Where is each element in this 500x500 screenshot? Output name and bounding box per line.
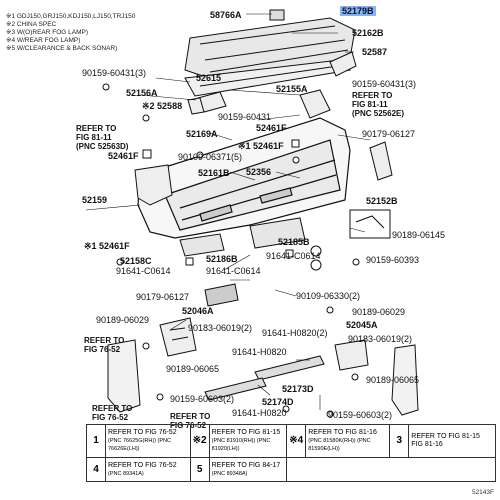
part-52046A[interactable]: 52046A <box>182 306 214 316</box>
legend-sub-3: (PNC 81580K(RH)) (PNC 81590E(LH)) <box>308 438 371 453</box>
part-52169A[interactable]: 52169A <box>186 129 218 139</box>
part-52159[interactable]: 52159 <box>82 195 108 205</box>
part-52162B[interactable]: 52162B <box>352 28 384 38</box>
part-91641-H0820-b[interactable]: 91641-H0820 <box>232 347 287 357</box>
part-90159-60393[interactable]: 90159-60393 <box>366 255 420 265</box>
part-52161B[interactable]: 52161B <box>198 168 230 178</box>
note-3: ※3 W(O)REAR FOG LAMP) <box>6 29 89 36</box>
legend-cell-5[interactable] <box>106 458 191 482</box>
part-90109-06371[interactable]: 90109-06371(5) <box>178 152 243 162</box>
part-52615[interactable]: 52615 <box>196 73 222 83</box>
part-52156A[interactable]: 52156A <box>126 88 158 98</box>
part-52158C[interactable]: 52158C <box>120 256 152 266</box>
legend-sub-6: (PNC 89348A) <box>211 470 248 477</box>
legend-num-5: 4 <box>87 458 106 482</box>
part-90159-60603-b[interactable]: 90159-60603(2) <box>328 410 393 420</box>
legend-title-1: REFER TO FIG 76-52 <box>108 429 177 437</box>
legend-cell-3[interactable] <box>306 425 390 458</box>
seal-strip-52173D <box>255 356 324 380</box>
legend-sub-1: (PNC 76625G(RH)) (PNC 76626E(LH)) <box>108 438 171 453</box>
reference-legend-table <box>86 424 496 482</box>
figure-code: 52143F <box>471 489 494 496</box>
part-52587[interactable]: 52587 <box>362 47 388 57</box>
part-90189-06029-b[interactable]: 90189-06029 <box>352 307 406 317</box>
ref-fig-81-11-b[interactable]: REFER TO FIG 81-11 (PNC 52563D) <box>76 124 129 151</box>
part-90183-06019-b[interactable]: 90183-06019(2) <box>348 334 413 344</box>
legend-cell-2[interactable] <box>209 425 287 458</box>
part-52173D[interactable]: 52173D <box>282 384 314 394</box>
part-90159-60431-b[interactable]: 90159-60431(3) <box>352 79 417 89</box>
note-1: ※1 GDJ150,GRJ150,KDJ150,LJ150,TRJ150 <box>6 13 136 20</box>
part-52461F-c[interactable]: 52461F <box>108 151 139 161</box>
part-52179B[interactable]: 52179B <box>342 6 374 16</box>
note-4: ※4 W/REAR FOG LAMP) <box>6 37 81 44</box>
part-52155A[interactable]: 52155A <box>276 84 308 94</box>
part-90189-06065-b[interactable]: 90189-06065 <box>366 375 420 385</box>
right-side-bracket <box>350 142 392 238</box>
part-91641-H0820-a[interactable]: 91641-H0820(2) <box>262 328 328 338</box>
legend-title-2: REFER TO FIG 81-15 <box>211 429 281 437</box>
part-52186B[interactable]: 52186B <box>206 254 238 264</box>
lower-bracket-right <box>335 340 368 370</box>
part-90159-60431-c[interactable]: 90159-60431 <box>218 112 272 122</box>
legend-cell-1[interactable] <box>106 425 191 458</box>
part-90189-06029-a[interactable]: 90189-06029 <box>96 315 150 325</box>
legend-title-5: REFER TO FIG 76-52 <box>108 461 177 469</box>
spec-notes <box>6 13 135 53</box>
ref-fig-76-52-a[interactable]: REFER TO FIG 76-52 <box>84 336 125 354</box>
part-58766A[interactable]: 58766A <box>210 10 242 20</box>
legend-title-3: REFER TO FIG 81-16 <box>308 429 377 437</box>
rear-reflector <box>205 284 238 306</box>
legend-cell-6[interactable] <box>209 458 287 482</box>
part-52185B[interactable]: 52185B <box>278 237 310 247</box>
ref-fig-76-52-b[interactable]: REFER TO FIG 76-52 <box>92 404 133 422</box>
part-91641-C0614-a[interactable]: 91641-C0614 <box>266 251 321 261</box>
legend-cell-4[interactable] <box>409 425 496 458</box>
part-90159-60431-a[interactable]: 90159-60431(3) <box>82 68 147 78</box>
legend-sub-5: (PNC 89341A) <box>108 470 144 477</box>
legend-num-6: 5 <box>190 458 209 482</box>
part-90109-06330[interactable]: 90109-06330(2) <box>296 291 361 301</box>
part-52174D[interactable]: 52174D <box>262 397 294 407</box>
part-90189-06065-a[interactable]: 90189-06065 <box>166 364 220 374</box>
part-52461F-d[interactable]: ※1 52461F <box>84 241 130 251</box>
legend-num-4: 3 <box>390 425 409 458</box>
part-90183-06019-a[interactable]: 90183-06019(2) <box>188 323 253 333</box>
legend-num-2: ※2 <box>190 425 209 458</box>
legend-title-4: REFER TO FIG 81-15 FIG 81-16 <box>411 433 480 449</box>
note-5: ※5 W/CLEARANCE & BACK SONAR) <box>6 45 118 52</box>
part-52461F-b[interactable]: ※1 52461F <box>238 141 284 151</box>
legend-sub-2: (PNC 81910(RH)) (PNC 81920(LH)) <box>211 438 271 453</box>
legend-num-1: 1 <box>87 425 106 458</box>
legend-empty-cell <box>287 458 496 482</box>
ref-fig-76-52-c[interactable]: REFER TO FIG 76-52 <box>170 412 211 430</box>
part-90189-06145[interactable]: 90189-06145 <box>392 230 446 240</box>
part-52461F-a[interactable]: 52461F <box>256 123 287 133</box>
part-52045A[interactable]: 52045A <box>346 320 378 330</box>
part-91641-C0614-c[interactable]: 91641-C0614 <box>206 266 261 276</box>
side-retainer-left <box>188 92 226 114</box>
part-90179-06127-b[interactable]: 90179-06127 <box>136 292 190 302</box>
note-2: ※2 CHINA SPEC <box>6 21 57 28</box>
part-52356[interactable]: 52356 <box>246 167 272 177</box>
legend-title-6: REFER TO FIG 84-17 <box>211 461 281 469</box>
part-52588[interactable]: ※2 52588 <box>142 101 183 111</box>
ref-fig-81-11-a[interactable]: REFER TO FIG 81-11 (PNC 52562E) <box>352 91 405 118</box>
part-91641-C0614-b[interactable]: 91641-C0614 <box>116 266 171 276</box>
part-90159-60603-a[interactable]: 90159-60603(2) <box>170 394 235 404</box>
part-91641-H0820-c[interactable]: 91641-H0820 <box>232 408 287 418</box>
legend-num-3: ※4 <box>287 425 306 458</box>
part-90179-06127-a[interactable]: 90179-06127 <box>362 129 416 139</box>
part-52152B[interactable]: 52152B <box>366 196 398 206</box>
